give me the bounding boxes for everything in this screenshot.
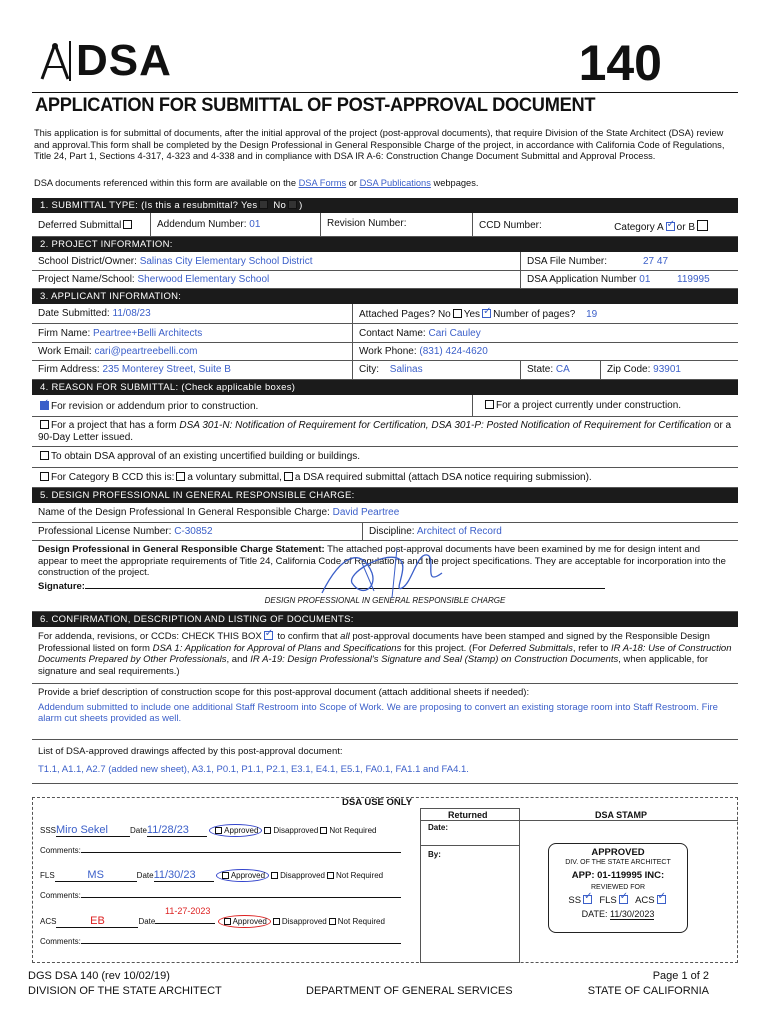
deferred-submittal-checkbox[interactable] bbox=[123, 220, 132, 229]
addendum-number-field[interactable]: 01 bbox=[249, 219, 261, 230]
resubmittal-no-checkbox[interactable] bbox=[288, 200, 297, 209]
school-district-field[interactable]: Salinas City Elementary School District bbox=[139, 256, 313, 267]
project-name-field[interactable]: Sherwood Elementary School bbox=[137, 274, 270, 285]
section-4-header: 4. REASON FOR SUBMITTAL: (Check applicable boxes) bbox=[32, 380, 738, 395]
review-row-fls: FLS MS Date11/30/23 Approved Disapproved Not Required bbox=[40, 869, 384, 881]
work-phone-field[interactable]: (831) 424-4620 bbox=[419, 346, 488, 357]
page-title: APPLICATION FOR SUBMITTAL OF POST-APPROVAL DOCUMENT bbox=[35, 95, 596, 116]
footer-division: DIVISION OF THE STATE ARCHITECT bbox=[28, 985, 222, 997]
scope-description-field[interactable]: Addendum submitted to include one additional Staff Restroom into Scope of Work. We are proposing to convert an existing storage room into Staff Restroom. Fire alarm cut sheets provided as well. bbox=[38, 701, 718, 724]
date-submitted-row: Date Submitted: 11/08/23 Attached Pages? No Yes✓ Number of pages? 19 bbox=[32, 304, 738, 324]
section-1-header: 1. SUBMITTAL TYPE: (Is this a resubmittal? Yes No ) bbox=[32, 198, 738, 213]
acs-date-handwritten: 11-27-2023 bbox=[165, 906, 211, 916]
footer-state: STATE OF CALIFORNIA bbox=[587, 985, 709, 997]
drawings-list-block: List of DSA-approved drawings affected by this post-approval document: T1.1, A1.1, A2.7 (added new sheet), A3.1, P0.1, P1.1, P2.1, E3.1, E4.1, E5.1, FA0.1, FA1.1 and FA4.1. bbox=[32, 740, 738, 784]
comments-fls: Comments: bbox=[40, 891, 412, 900]
section-6-header: 6. CONFIRMATION, DESCRIPTION AND LISTING OF DOCUMENTS: bbox=[32, 612, 738, 627]
firm-name-row: Firm Name: Peartree+Belli Architects Contact Name: Cari Cauley bbox=[32, 324, 738, 343]
affected-drawings-field[interactable]: T1.1, A1.1, A2.7 (added new sheet), A3.1, P0.1, P1.1, P2.1, E3.1, E4.1, E5.1, FA0.1, FA1.1 and FA4.1. bbox=[38, 764, 469, 775]
app-number-prefix-field[interactable]: 01 bbox=[639, 274, 651, 285]
title-rule bbox=[32, 92, 738, 93]
firm-address-row: Firm Address: 235 Monterey Street, Suite B City: Salinas State: CA Zip Code: 93901 bbox=[32, 361, 738, 380]
returned-by-label: By: bbox=[428, 850, 441, 859]
fls-not-required-checkbox[interactable] bbox=[327, 872, 334, 879]
school-district-row: School District/Owner: Salinas City Elementary School District DSA File Number: 27 47 bbox=[32, 252, 738, 271]
resubmittal-yes-checkbox[interactable] bbox=[259, 200, 268, 209]
required-submittal-checkbox[interactable] bbox=[284, 472, 293, 481]
fls-disapproved-checkbox[interactable] bbox=[271, 872, 278, 879]
sss-not-required-checkbox[interactable] bbox=[320, 827, 327, 834]
project-name-row: Project Name/School: Sherwood Elementary School DSA Application Number 01 119995 bbox=[32, 271, 738, 289]
sss-approved-checkbox[interactable] bbox=[215, 827, 222, 834]
intro-references: DSA documents referenced within this form are available on the DSA Forms or DSA Publications webpages. bbox=[34, 178, 479, 188]
dsa-stamp-title: DSA STAMP bbox=[595, 810, 648, 820]
contact-name-field[interactable]: Cari Cauley bbox=[428, 328, 481, 339]
acs-comments-field[interactable] bbox=[81, 943, 401, 944]
category-b-checkbox[interactable] bbox=[697, 220, 708, 231]
sss-comments-field[interactable] bbox=[81, 852, 401, 853]
voluntary-submittal-checkbox[interactable] bbox=[176, 472, 185, 481]
returned-title: Returned bbox=[448, 810, 488, 820]
section-5-header: 5. DESIGN PROFESSIONAL IN GENERAL RESPONSIBLE CHARGE: bbox=[32, 488, 738, 503]
stamp-acs-checkbox bbox=[657, 895, 666, 904]
section-3-header: 3. APPLICANT INFORMATION: bbox=[32, 289, 738, 304]
attached-no-checkbox[interactable] bbox=[453, 309, 462, 318]
comments-sss: Comments: bbox=[40, 846, 412, 855]
acs-reviewer-field[interactable]: EB bbox=[56, 915, 138, 928]
zip-code-field[interactable]: 93901 bbox=[653, 364, 681, 375]
approval-stamp: APPROVED DIV. OF THE STATE ARCHITECT APP: 01-119995 INC: REVIEWED FOR SS✓ FLS✓ ACS✓ DATE: 11/30/2023 bbox=[548, 843, 688, 933]
sss-reviewer-field[interactable]: Miro Sekel bbox=[56, 824, 130, 837]
license-number-field[interactable]: C-30852 bbox=[174, 526, 213, 537]
statement-block: Design Professional in General Responsible Charge Statement: The attached post-approval documents have been examined by me for design intent and appear to meet the appropriate requirements of Title 24, California Code of Regulations and the project specifications. They are acceptable for incorporation into the construction of the project. Signature: DESIGN PROFESSIONAL IN GENERAL RESPONSIBLE CHARGE bbox=[32, 541, 738, 612]
revision-number-field[interactable]: Revision Number: bbox=[327, 218, 407, 229]
dsa-publications-link[interactable]: DSA Publications bbox=[359, 178, 431, 188]
number-of-pages-field[interactable]: 19 bbox=[586, 309, 598, 320]
discipline-field[interactable]: Architect of Record bbox=[416, 526, 502, 537]
form-number: 140 bbox=[578, 35, 662, 91]
reason-row-1: ✓For revision or addendum prior to construction. For a project currently under construction. bbox=[32, 395, 738, 417]
app-number-field[interactable]: 119995 bbox=[677, 274, 710, 285]
reason-row-2: For a project that has a form DSA 301-N: Notification of Requirement for Certification, DSA 301-P: Posted Notification of Requirement for Certification or a 90-Day Letter issued. bbox=[32, 417, 738, 447]
description-block: Provide a brief description of construction scope for this post-approval document (attach additional sheets if needed): Addendum submitted to include one additional Staff Restroom into Scope of Work. We are proposing to convert an existing storage room into Staff Restroom. Fire alarm cut sheets provided as well. bbox=[32, 684, 738, 740]
section-2-header: 2. PROJECT INFORMATION: bbox=[32, 237, 738, 252]
work-email-row: Work Email: cari@peartreebelli.com Work Phone: (831) 424-4620 bbox=[32, 343, 738, 361]
stamp-fls-checkbox bbox=[619, 895, 628, 904]
city-field[interactable]: Salinas bbox=[389, 364, 423, 375]
uncertified-building-checkbox[interactable] bbox=[40, 451, 49, 460]
fls-reviewer-field[interactable]: MS bbox=[55, 869, 137, 882]
ccd-number-field[interactable]: CCD Number: bbox=[479, 220, 542, 231]
fls-comments-field[interactable] bbox=[81, 897, 401, 898]
handwritten-signature bbox=[302, 543, 462, 603]
attached-yes-checkbox[interactable] bbox=[482, 309, 491, 318]
reason-row-3: To obtain DSA approval of an existing uncertified building or buildings. bbox=[32, 447, 738, 468]
acs-approved-checkbox[interactable] bbox=[224, 918, 231, 925]
reason-row-4: For Category B CCD this is: a voluntary submittal, a DSA required submittal (attach DSA notice requiring submission). bbox=[32, 468, 738, 488]
fls-date-field[interactable]: 11/30/23 bbox=[154, 869, 214, 882]
acs-date-field[interactable] bbox=[155, 923, 215, 924]
compass-logo-icon bbox=[38, 41, 72, 81]
acs-disapproved-checkbox[interactable] bbox=[273, 918, 280, 925]
acs-not-required-checkbox[interactable] bbox=[329, 918, 336, 925]
review-row-acs: ACS EB Date Approved Disapproved Not Required bbox=[40, 915, 385, 927]
footer-department: DEPARTMENT OF GENERAL SERVICES bbox=[306, 985, 513, 997]
comments-acs: Comments: bbox=[40, 937, 412, 946]
sss-disapproved-checkbox[interactable] bbox=[264, 827, 271, 834]
dsa-logo bbox=[38, 36, 172, 85]
footer-form-rev: DGS DSA 140 (rev 10/02/19) bbox=[28, 970, 170, 982]
intro-paragraph: This application is for submittal of documents, after the initial approval of the project (post-approval documents), that require Division of the State Architect (DSA) review and approval.This form shall be completed by the Design Professional in General Responsible Charge of the project, in accordance with California Code of Regulations, Title 24, Part 1, Sections 4-317, 4-323 and 4-338 and in compliance with DSA IR A-6: Construction Change Document Submittal and Approval Process. bbox=[34, 128, 725, 161]
review-row-sss: SSSMiro Sekel Date11/28/23 Approved Disapproved Not Required bbox=[40, 824, 377, 836]
firm-name-field[interactable]: Peartree+Belli Architects bbox=[93, 328, 203, 339]
work-email-field[interactable]: cari@peartreebelli.com bbox=[94, 346, 198, 357]
dsa-forms-link[interactable]: DSA Forms bbox=[298, 178, 347, 188]
confirmation-block: For addenda, revisions, or CCDs: CHECK THIS BOX✓ to confirm that all post-approval documents have been stamped and signed by the Responsible Design Professional listed on form DSA 1: Application for Approval of Plans and Specifications for this project. (For Deferred Submittals, refer to IR A-18: Use of Construction Documents Prepared by Other Professionals, and IR A-19: Design Professional's Signature and Seal (Stamp) on Construction Documents, when applicable, for signature and seal requirements.) bbox=[32, 627, 738, 684]
design-professional-name-row: Name of the Design Professional In General Responsible Charge: David Peartree bbox=[32, 503, 738, 523]
revision-prior-construction-checkbox[interactable] bbox=[40, 401, 49, 410]
confirm-stamped-checkbox[interactable] bbox=[264, 631, 273, 640]
fls-approved-checkbox[interactable] bbox=[222, 872, 229, 879]
dsa-use-only-title: DSA USE ONLY bbox=[342, 797, 413, 808]
submittal-type-row: Deferred Submittal Addendum Number: 01 Revision Number: CCD Number: Category A✓ or B bbox=[32, 213, 738, 237]
date-submitted-field[interactable]: 11/08/23 bbox=[112, 308, 151, 319]
logo-text: DSA bbox=[76, 36, 172, 85]
stamp-ss-checkbox bbox=[583, 895, 592, 904]
license-row: Professional License Number: C-30852 Discipline: Architect of Record bbox=[32, 523, 738, 541]
state-field[interactable]: CA bbox=[555, 364, 570, 375]
footer-page-number: Page 1 of 2 bbox=[652, 970, 709, 982]
form-301-checkbox[interactable] bbox=[40, 420, 49, 429]
design-professional-name-field[interactable]: David Peartree bbox=[332, 507, 400, 518]
under-construction-checkbox[interactable] bbox=[485, 400, 494, 409]
category-b-ccd-checkbox[interactable] bbox=[40, 472, 49, 481]
sss-date-field[interactable]: 11/28/23 bbox=[147, 824, 207, 837]
returned-date-label: Date: bbox=[428, 823, 449, 832]
dsa-file-number-field[interactable]: 27 47 bbox=[643, 256, 669, 267]
category-a-checkbox[interactable] bbox=[666, 222, 675, 231]
firm-address-field[interactable]: 235 Monterey Street, Suite B bbox=[102, 364, 231, 375]
